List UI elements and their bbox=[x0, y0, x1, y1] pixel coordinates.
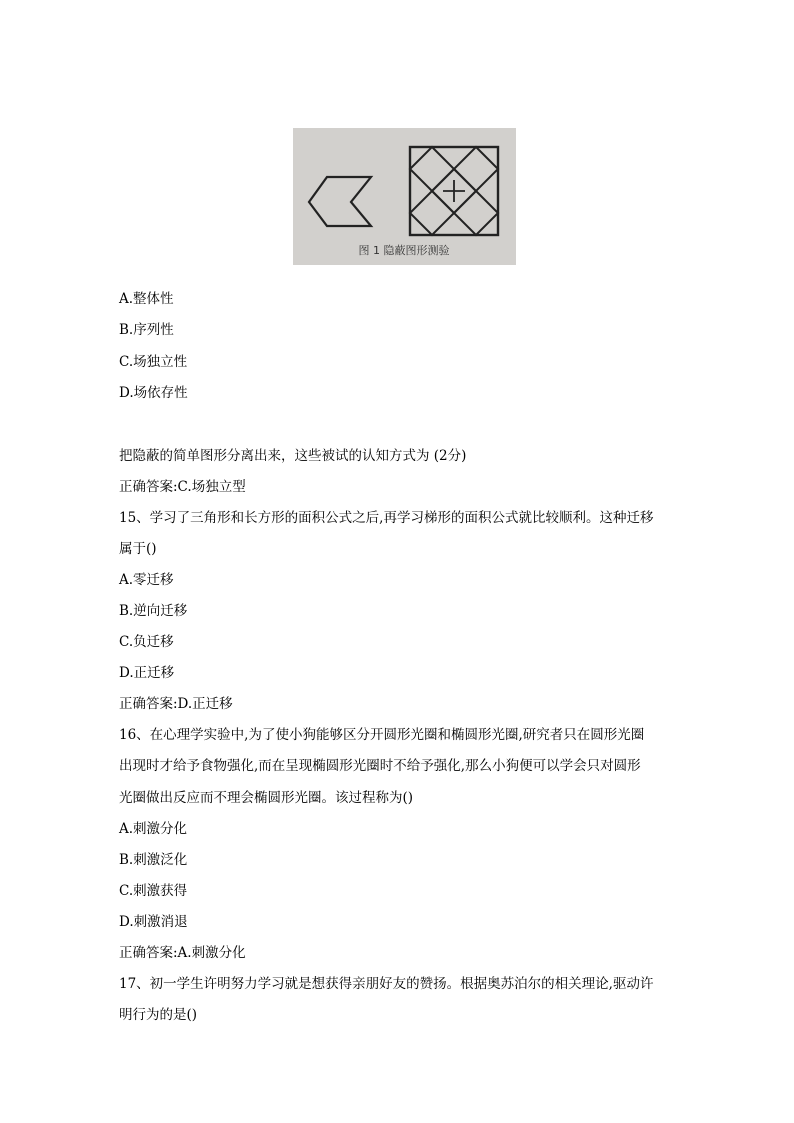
q16-option-a: A.刺激分化 bbox=[119, 821, 188, 837]
q16-stem-line3: 光圈做出反应而不理会椭圆形光圈。该过程称为() bbox=[119, 790, 414, 806]
chevron-shape bbox=[309, 177, 371, 226]
diamond-top-right bbox=[454, 147, 498, 191]
q17-stem-line1: 17、初一学生许明努力学习就是想获得亲朋好友的赞扬。根据奥苏泊尔的相关理论,驱动许 bbox=[119, 976, 654, 992]
q15-answer: 正确答案:D.正迁移 bbox=[119, 696, 233, 712]
diamond-bottom-right bbox=[454, 191, 498, 235]
diamond-top-left bbox=[410, 147, 454, 191]
hidden-figure-drawing bbox=[293, 128, 516, 265]
figure-caption: 图 1 隐蔽图形测验 bbox=[358, 244, 450, 257]
diamond-bottom-left bbox=[410, 191, 454, 235]
q17-stem-line2: 明行为的是() bbox=[119, 1007, 198, 1023]
hidden-figure-test-image bbox=[293, 128, 516, 265]
q15-option-d: D.正迁移 bbox=[119, 665, 175, 681]
q14-option-c: C.场独立性 bbox=[119, 354, 188, 370]
q14-answer: 正确答案:C.场独立型 bbox=[119, 479, 246, 495]
q14-option-d: D.场依存性 bbox=[119, 385, 188, 401]
q14-stem: 把隐蔽的简单图形分离出来，这些被试的认知方式为 (2分) bbox=[119, 448, 467, 464]
q16-answer: 正确答案:A.刺激分化 bbox=[119, 945, 246, 961]
q16-option-c: C.刺激获得 bbox=[119, 883, 188, 899]
q16-stem-line2: 出现时才给予食物强化,而在呈现椭圆形光圈时不给予强化,那么小狗便可以学会只对圆形 bbox=[119, 758, 641, 774]
q16-stem-line1: 16、在心理学实验中,为了使小狗能够区分开圆形光圈和椭圆形光圈,研究者只在圆形光圈 bbox=[119, 727, 645, 743]
q15-option-c: C.负迁移 bbox=[119, 634, 174, 650]
q15-option-b: B.逆向迁移 bbox=[119, 603, 188, 619]
q16-option-d: D.刺激消退 bbox=[119, 914, 188, 930]
q15-option-a: A.零迁移 bbox=[119, 572, 174, 588]
q15-stem-line1: 15、学习了三角形和长方形的面积公式之后,再学习梯形的面积公式就比较顺利。这种迁移 bbox=[119, 510, 654, 526]
q14-option-a: A.整体性 bbox=[119, 291, 174, 307]
q16-option-b: B.刺激泛化 bbox=[119, 852, 188, 868]
q14-option-b: B.序列性 bbox=[119, 322, 174, 338]
q15-stem-line2: 属于() bbox=[119, 541, 157, 557]
